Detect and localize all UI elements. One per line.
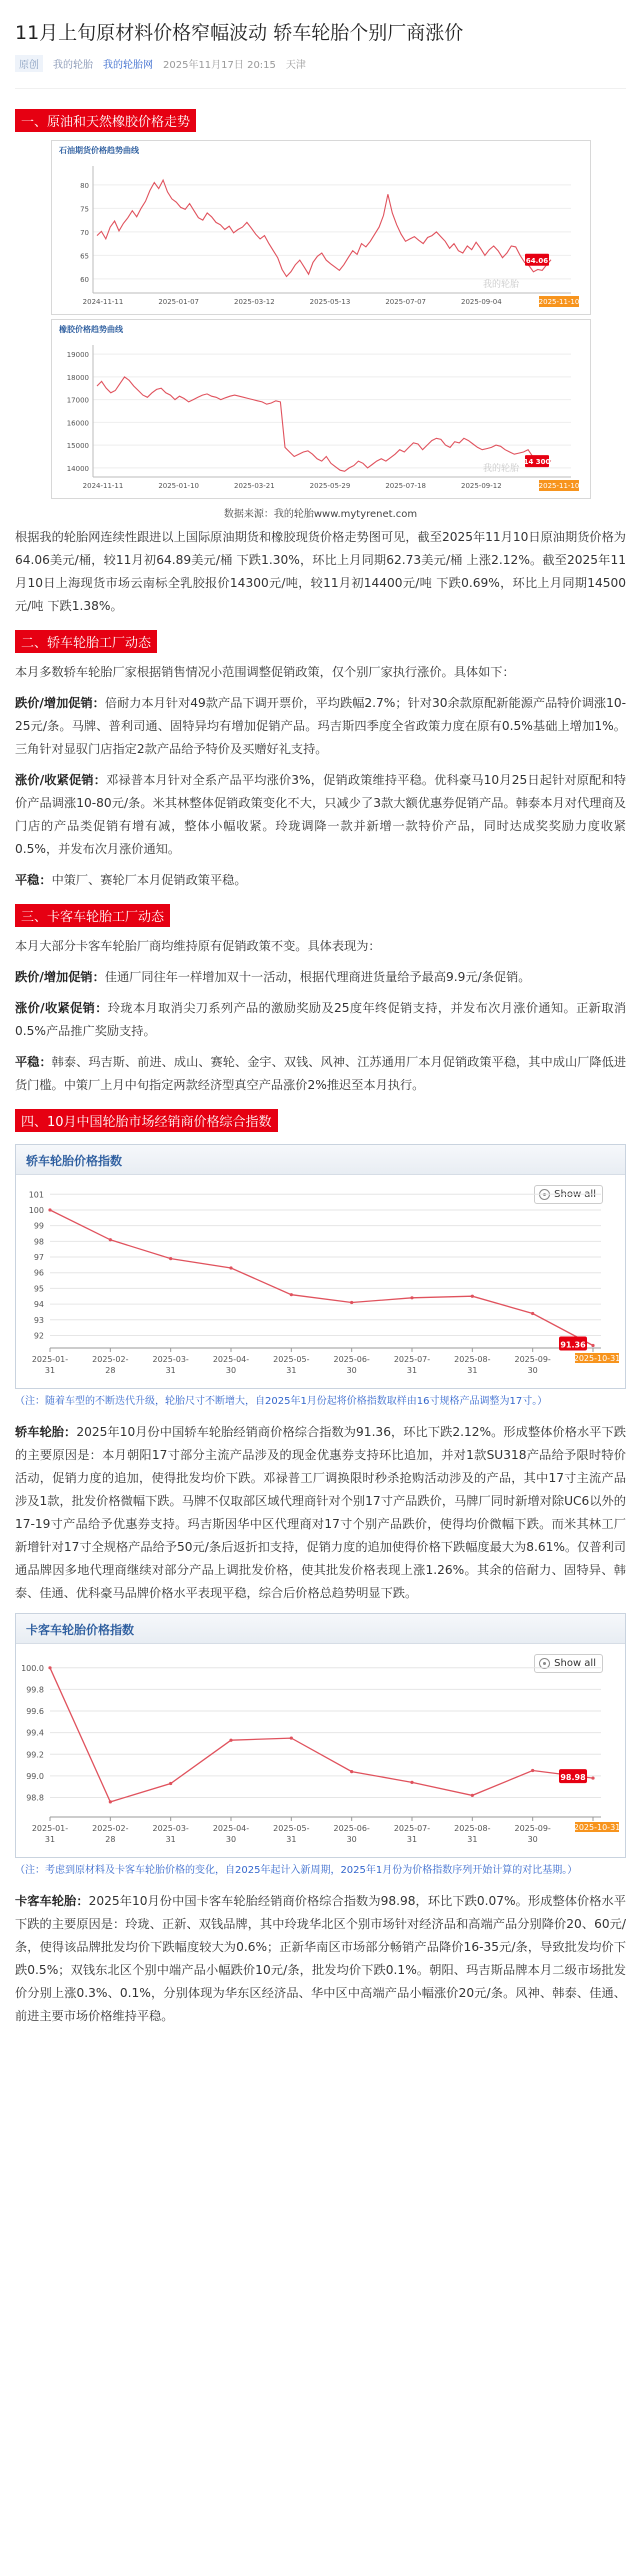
source-link[interactable]: 我的轮胎 bbox=[53, 60, 93, 71]
car-index-header: 轿车轮胎价格指数 bbox=[16, 1145, 625, 1175]
x-tick-label: 2025-05- bbox=[273, 1824, 310, 1833]
data-point bbox=[591, 1344, 594, 1347]
x-tick-label: 30 bbox=[225, 1835, 237, 1844]
publish-date: 2025年11月17日 20:15 bbox=[163, 60, 276, 71]
x-tick-label: 2025-10-31 bbox=[573, 1823, 621, 1832]
car-show-all-label: Show all bbox=[554, 1189, 596, 1200]
data-point bbox=[229, 1739, 232, 1742]
y-tick-label: 99 bbox=[33, 1221, 44, 1231]
x-tick-label: 30 bbox=[527, 1835, 538, 1844]
x-tick-label: 2025-03-12 bbox=[233, 298, 275, 306]
series-line bbox=[50, 1668, 593, 1802]
car-paragraph bbox=[15, 1421, 626, 1605]
y-tick-label: 99.0 bbox=[26, 1771, 44, 1781]
x-tick-label: 2025-05-13 bbox=[309, 298, 350, 306]
y-tick-label: 14000 bbox=[66, 464, 89, 473]
watermark-text: 我的轮胎 bbox=[482, 464, 519, 474]
y-tick-label: 98.8 bbox=[26, 1793, 44, 1803]
article-meta bbox=[15, 55, 626, 89]
y-tick-label: 80 bbox=[79, 181, 89, 190]
chart-title: 橡胶价格趋势曲线 bbox=[58, 325, 123, 334]
y-tick-label: 65 bbox=[79, 252, 89, 261]
x-tick-label: 2025-02- bbox=[92, 1355, 129, 1364]
x-tick-label: 30 bbox=[346, 1366, 357, 1375]
x-tick-label: 2025-01- bbox=[31, 1824, 69, 1833]
data-point bbox=[48, 1666, 51, 1669]
car-note: （注：随着车型的不断迭代升级，轮胎尺寸不断增大，自2025年1月份起将价格指数取样由16寸规格产品调整为17寸。） bbox=[15, 1396, 548, 1407]
data-point bbox=[471, 1794, 474, 1797]
y-tick-label: 100.0 bbox=[21, 1663, 44, 1673]
y-tick-label: 95 bbox=[33, 1284, 44, 1294]
y-tick-label: 60 bbox=[79, 275, 89, 284]
x-tick-label: 2025-07-07 bbox=[384, 298, 426, 306]
data-point bbox=[48, 1208, 51, 1211]
x-tick-label: 2025-07- bbox=[393, 1355, 431, 1364]
data-point bbox=[169, 1257, 172, 1260]
data-point bbox=[290, 1293, 293, 1296]
truck-paragraph bbox=[15, 1890, 626, 2028]
chart-title: 石油期货价格趋势曲线 bbox=[58, 146, 139, 155]
data-point bbox=[410, 1781, 413, 1784]
y-tick-label: 18000 bbox=[66, 373, 89, 382]
y-tick-label: 99.4 bbox=[26, 1728, 44, 1738]
x-tick-label: 31 bbox=[467, 1835, 478, 1844]
x-tick-label: 2025-01- bbox=[31, 1355, 69, 1364]
s3-para-3 bbox=[15, 1051, 626, 1097]
section-heading-4: 四、10月中国轮胎市场经销商价格综合指数 bbox=[15, 1109, 278, 1132]
x-tick-label: 2025-04- bbox=[212, 1355, 250, 1364]
x-tick-label: 2025-01-07 bbox=[157, 298, 199, 306]
y-tick-label: 99.2 bbox=[26, 1750, 44, 1760]
section-heading-1: 一、原油和天然橡胶价格走势 bbox=[15, 109, 196, 132]
data-point bbox=[410, 1296, 413, 1299]
x-tick-label: 31 bbox=[44, 1366, 56, 1375]
x-tick-label: 31 bbox=[44, 1835, 56, 1844]
y-tick-label: 16000 bbox=[66, 419, 89, 428]
oil-price-chart bbox=[51, 140, 591, 315]
x-tick-label: 31 bbox=[286, 1835, 297, 1844]
s2-para-1 bbox=[15, 692, 626, 761]
s3-intro: 本月大部分卡客车轮胎厂商均维持原有促销政策不变。具体表现为： bbox=[15, 939, 381, 953]
x-tick-label: 2025-06- bbox=[333, 1824, 370, 1833]
x-tick-label: 28 bbox=[105, 1366, 116, 1375]
s2-para-1-text: 倍耐力本月针对49款产品下调开票价，平均跌幅2.7%；针对30余款原配新能源产品特价调涨10-25元/条。马牌、普利司通、固特异均有增加促销产品。玛吉斯四季度全省政策力度在原有0.5%基础上增加1%。三角针对显驭门店指定2款产品给予特价及买赠好礼支持。 bbox=[15, 696, 626, 756]
truck-index-chart bbox=[15, 1613, 626, 1858]
author-link[interactable]: 我的轮胎网 bbox=[103, 60, 153, 71]
x-tick-label: 31 bbox=[165, 1835, 176, 1844]
x-tick-label: 2025-05-29 bbox=[309, 482, 350, 490]
x-tick-label: 2025-08- bbox=[454, 1824, 491, 1833]
x-tick-label: 30 bbox=[225, 1366, 237, 1375]
x-tick-label: 2025-07-18 bbox=[384, 482, 426, 490]
x-tick-label: 2025-04- bbox=[212, 1824, 250, 1833]
car-index-svg bbox=[16, 1176, 625, 1389]
x-tick-label: 30 bbox=[527, 1366, 538, 1375]
y-tick-label: 94 bbox=[33, 1300, 44, 1310]
data-point bbox=[591, 1776, 594, 1779]
last-value-label: 91.36 bbox=[560, 1340, 586, 1350]
x-tick-label: 2024-11-11 bbox=[82, 298, 123, 306]
last-value-label: 64.06 bbox=[525, 256, 548, 265]
s3-para-3-text: 韩泰、玛吉斯、前进、成山、赛轮、金宇、双钱、风神、江苏通用厂本月促销政策平稳，其中成山厂降低进货门槛。中策厂上月中旬指定两款经济型真空产品涨价2%推迟至本月执行。 bbox=[15, 1055, 627, 1092]
x-tick-label: 2025-03- bbox=[152, 1824, 189, 1833]
x-tick-label: 31 bbox=[406, 1366, 418, 1375]
x-tick-label: 31 bbox=[406, 1835, 418, 1844]
y-tick-label: 92 bbox=[33, 1331, 44, 1341]
s2-para-3 bbox=[15, 869, 626, 892]
x-tick-label: 2025-06- bbox=[333, 1355, 370, 1364]
intro-paragraph: 根据我的轮胎网连续性跟进以上国际原油期货和橡胶现货价格走势图可见，截至2025年11月10日原油期货价格为64.06美元/桶，较11月初64.89美元/桶 下跌1.30%，环比上月同期62.73美元/桶 上涨2.12%。截至2025年11月10日上海现货市场云南标全乳胶报价14300元/吨，较11月初14400元/吨 下跌0.69%，环比上月同期14500元/吨 下跌1.38%。 bbox=[15, 530, 626, 613]
last-value-label: 98.98 bbox=[560, 1773, 586, 1783]
x-tick-label: 31 bbox=[286, 1366, 297, 1375]
x-tick-label: 28 bbox=[105, 1835, 116, 1844]
s3-para-2-label: 涨价/收紧促销： bbox=[15, 1001, 108, 1015]
x-tick-label: 2025-07- bbox=[393, 1824, 431, 1833]
y-tick-label: 17000 bbox=[66, 396, 89, 405]
s2-para-1-label: 跌价/增加促销： bbox=[15, 696, 105, 710]
x-tick-label: 2025-03-21 bbox=[233, 482, 275, 490]
rubber-price-chart bbox=[51, 319, 591, 499]
x-tick-label: 2025-10-31 bbox=[573, 1354, 621, 1363]
x-tick-label: 2025-01-10 bbox=[157, 482, 199, 490]
y-tick-label: 19000 bbox=[66, 351, 89, 360]
x-tick-label: 2025-11-10 bbox=[538, 482, 579, 490]
original-tag: 原创 bbox=[15, 55, 43, 72]
data-source-caption: 数据来源：我的轮胎www.mytyrenet.com bbox=[223, 509, 418, 520]
y-tick-label: 99.6 bbox=[26, 1707, 44, 1717]
y-tick-label: 100 bbox=[28, 1205, 44, 1215]
data-point bbox=[169, 1782, 172, 1785]
truck-paragraph-text: 2025年10月份中国卡客车轮胎经销商价格综合指数为98.98，环比下跌0.07%。形成整体价格水平下跌的主要原因是：玲珑、正新、双钱品牌，其中玲珑华北区个别市场针对经济品和高端产品分别降价20、60元/条，使得该品牌批发均价下跌幅度较大为0.6%；正新华南区市场部分畅销产品降价16-35元/条，导致批发均价下跌0.5%；双钱东北区个别中端产品小幅跌价10元/条，批发均价下跌0.1%。朝阳、玛吉斯品牌本月二级市场批发价分别上涨0.3%、0.1%，分别体现为华东区经济品、华中区中高端产品小幅涨价20元/条。风神、韩泰、佳通、前进主要市场价格维持平稳。 bbox=[15, 1894, 626, 2023]
last-value-label: 14 300 bbox=[523, 458, 550, 467]
data-point bbox=[531, 1769, 534, 1772]
y-tick-label: 15000 bbox=[66, 442, 89, 451]
truck-show-all-label: Show all bbox=[554, 1658, 596, 1669]
y-tick-label: 96 bbox=[33, 1268, 44, 1278]
data-point bbox=[350, 1770, 353, 1773]
data-point bbox=[531, 1312, 534, 1315]
y-tick-label: 75 bbox=[79, 205, 89, 214]
y-tick-label: 98 bbox=[33, 1237, 44, 1247]
publish-city: 天津 bbox=[285, 60, 306, 71]
data-point bbox=[471, 1295, 474, 1298]
s2-para-3-text: 中策厂、赛轮厂本月促销政策平稳。 bbox=[51, 873, 247, 887]
x-tick-label: 2024-11-11 bbox=[82, 482, 123, 490]
data-point bbox=[109, 1800, 112, 1803]
section-heading-2: 二、轿车轮胎工厂动态 bbox=[15, 630, 157, 653]
truck-note: （注：考虑到原材料及卡客车轮胎价格的变化，自2025年起计入新周期，2025年1月份为价格指数序列开始计算的对比基期。） bbox=[15, 1865, 578, 1876]
rubber-price-svg bbox=[51, 319, 591, 499]
data-point bbox=[350, 1301, 353, 1304]
s3-para-2 bbox=[15, 997, 626, 1043]
x-tick-label: 30 bbox=[346, 1835, 357, 1844]
watermark-text: 我的轮胎 bbox=[482, 280, 519, 290]
x-tick-label: 2025-09-12 bbox=[460, 482, 502, 490]
oil-price-svg bbox=[51, 140, 591, 315]
section-heading-3: 三、卡客车轮胎工厂动态 bbox=[15, 904, 170, 927]
s2-intro: 本月多数轿车轮胎厂家根据销售情况小范围调整促销政策，仅个别厂家执行涨价。具体如下： bbox=[15, 665, 515, 679]
s2-para-2 bbox=[15, 769, 626, 861]
car-paragraph-text: 2025年10月份中国轿车轮胎经销商价格综合指数为91.36，环比下跌2.12%。形成整体价格水平下跌的主要原因是：本月朝阳17寸部分主流产品涉及的现金优惠券支持环比追加，并对1款SU318产品给予限时特价活动，促销力度的追加，使得批发均价下跌。邓禄普工厂调换限时秒杀抢购活动涉及的产品，其中17寸主流产品涉及1款，批发价格微幅下跌。马牌不仅取部区域代理商针对个别17寸产品跌价，马牌厂同时新增对除UC6以外的17-19寸产品给予优惠券支持。玛吉斯因华中区代理商对17寸个别产品跌价，使得均价微幅下跌。而米其林工厂新增针对17寸全规格产品给予50元/条后返折扣支持，促销力度的追加使得价格下跌幅度最大为8.61%。仅普利司通品牌因多地代理商继续对部分产品上调批发价格，使其批发价格表现上涨1.26%。其余的倍耐力、固特异、韩泰、佳通、优科豪马品牌价格水平表现平稳，综合后价格总趋势明显下跌。 bbox=[15, 1425, 626, 1600]
x-tick-label: 2025-09-04 bbox=[460, 298, 502, 306]
x-tick-label: 2025-03- bbox=[152, 1355, 189, 1364]
x-tick-label: 2025-09- bbox=[514, 1824, 551, 1833]
series-line bbox=[50, 1210, 593, 1346]
x-tick-label: 2025-08- bbox=[454, 1355, 491, 1364]
y-tick-label: 99.8 bbox=[26, 1685, 44, 1695]
x-tick-label: 2025-02- bbox=[92, 1824, 129, 1833]
article-title: 11月上旬原材料价格窄幅波动 轿车轮胎个别厂商涨价 bbox=[15, 22, 464, 44]
y-tick-label: 97 bbox=[33, 1253, 44, 1263]
s3-para-1 bbox=[15, 966, 626, 989]
x-tick-label: 2025-05- bbox=[273, 1355, 310, 1364]
x-tick-label: 2025-09- bbox=[514, 1355, 551, 1364]
data-point bbox=[229, 1266, 232, 1269]
truck-index-header: 卡客车轮胎价格指数 bbox=[16, 1614, 625, 1644]
truck-paragraph-label: 卡客车轮胎： bbox=[15, 1894, 89, 1908]
x-tick-label: 31 bbox=[165, 1366, 176, 1375]
s2-para-3-label: 平稳： bbox=[15, 873, 52, 887]
s3-para-1-text: 佳通厂同往年一样增加双十一活动，根据代理商进货量给予最高9.9元/条促销。 bbox=[104, 970, 531, 984]
y-tick-label: 93 bbox=[33, 1315, 44, 1325]
s2-para-2-label: 涨价/收紧促销： bbox=[15, 773, 107, 787]
s2-para-2-text: 邓禄普本月针对全系产品平均涨价3%，促销政策维持平稳。优科豪马10月25日起针对原配和特价产品调涨10-80元/条。米其林整体促销政策变化不大，只减少了3款大额优惠券促销产品。韩泰本月对代理商及门店的产品类促销有增有减，整体小幅收紧。玲珑调降一款并新增一款特价产品，同时达成奖奖励力度收紧0.5%，并发布次月涨价通知。 bbox=[15, 773, 626, 856]
s3-para-2-text: 玲珑本月取消尖刀系列产品的激励奖励及25度年终促销支持，并发布次月涨价通知。正新取消0.5%产品推广奖励支持。 bbox=[15, 1001, 627, 1038]
data-point bbox=[109, 1238, 112, 1241]
x-tick-label: 31 bbox=[467, 1366, 478, 1375]
s3-para-3-label: 平稳： bbox=[15, 1055, 52, 1069]
y-tick-label: 101 bbox=[28, 1190, 44, 1200]
data-point bbox=[290, 1736, 293, 1739]
car-paragraph-label: 轿车轮胎： bbox=[15, 1425, 77, 1439]
car-index-chart bbox=[15, 1144, 626, 1389]
s3-para-1-label: 跌价/增加促销： bbox=[15, 970, 105, 984]
truck-index-svg bbox=[16, 1645, 625, 1858]
x-tick-label: 2025-11-10 bbox=[538, 298, 579, 306]
y-tick-label: 70 bbox=[79, 228, 89, 237]
